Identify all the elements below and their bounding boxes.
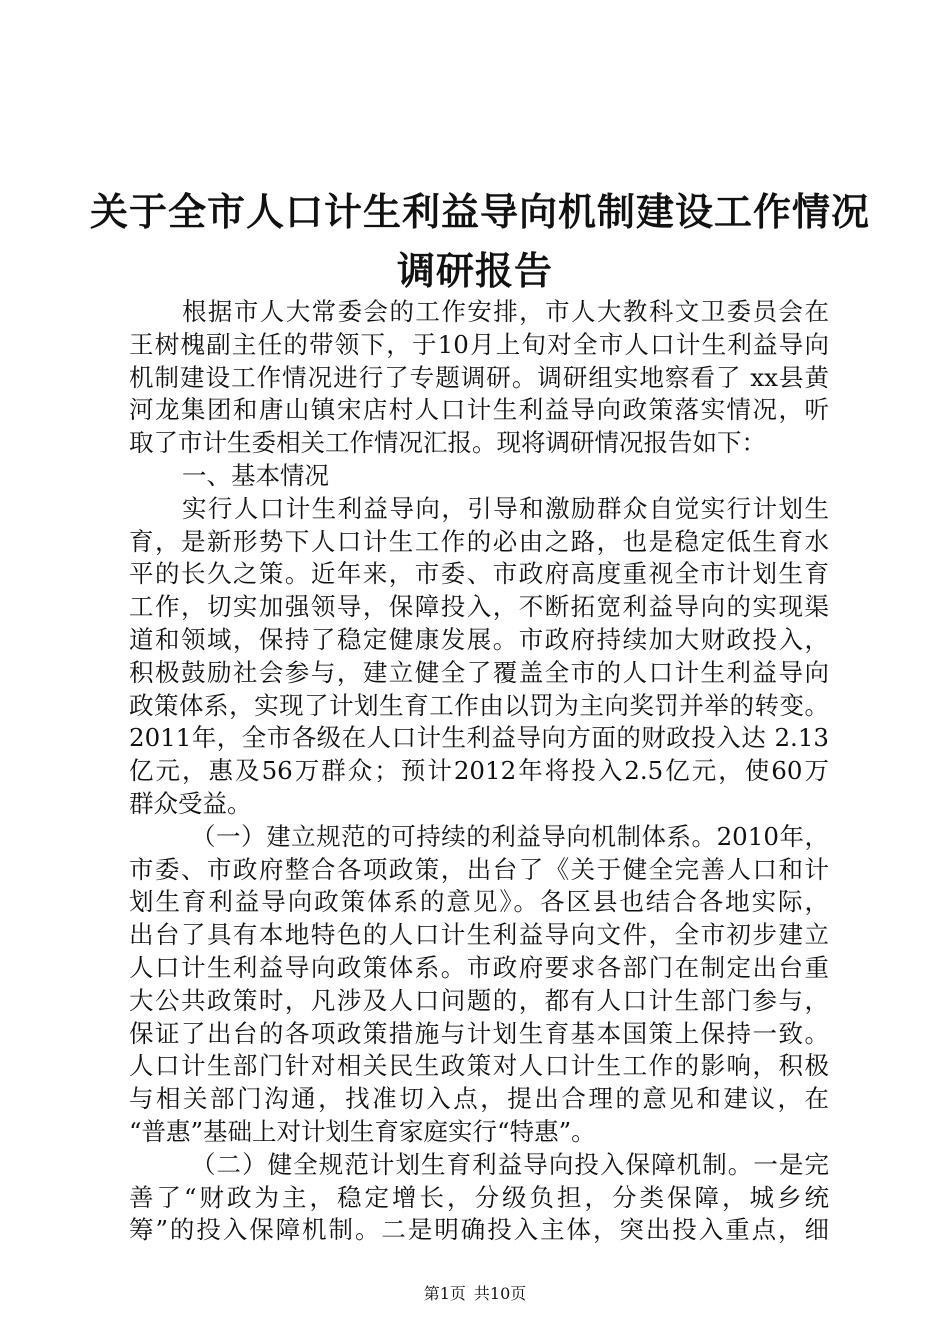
- body-line: 平的长久之策。近年来，市委、市政府高度重视全市计划生育: [129, 559, 829, 589]
- body-line: 实行人口计生利益导向，引导和激励群众自觉实行计划生: [182, 493, 829, 523]
- body-line: （一）建立规范的可持续的利益导向机制体系。2010年，: [191, 821, 829, 851]
- body-line: 工作，切实加强领导，保障投入，不断拓宽利益导向的实现渠: [129, 592, 829, 622]
- body-line: 机制建设工作情况进行了专题调研。调研组实地察看了 xx县黄: [129, 362, 829, 392]
- body-line: 善了“财政为主，稳定增长，分级负担，分类保障，城乡统: [129, 1182, 829, 1212]
- body-line: 根据市人大常委会的工作安排，市人大教科文卫委员会在: [182, 297, 829, 326]
- section-heading: 一、基本情况: [182, 460, 329, 490]
- page-total: 共10页: [473, 1284, 527, 1303]
- document-title-line-1: 关于全市人口计生利益导向机制建设工作情况: [90, 190, 871, 234]
- page-footer: [0, 1284, 950, 1304]
- body-line: 人口计生利益导向政策体系。市政府要求各部门在制定出台重: [129, 952, 829, 982]
- body-line: 王树槐副主任的带领下，于10月上旬对全市人口计生利益导向: [129, 329, 829, 359]
- document-title-line-2: 调研报告: [396, 249, 553, 293]
- body-line: 人口计生部门针对相关民生政策对人口计生工作的影响，积极: [129, 1051, 829, 1081]
- body-line: 保证了出台的各项政策措施与计划生育基本国策上保持一致。: [129, 1018, 829, 1048]
- body-line: 大公共政策时，凡涉及人口问题的，都有人口计生部门参与，: [129, 985, 829, 1015]
- body-line: 出台了具有本地特色的人口计生利益导向文件，全市初步建立: [129, 920, 829, 950]
- body-line: 积极鼓励社会参与，建立健全了覆盖全市的人口计生利益导向: [129, 657, 829, 687]
- body-line: 政策体系，实现了计划生育工作由以罚为主向奖罚并举的转变。: [129, 690, 829, 720]
- body-line: 道和领域，保持了稳定健康发展。市政府持续加大财政投入，: [129, 624, 829, 654]
- body-line: 取了市计生委相关工作情况汇报。现将调研情况报告如下：: [129, 428, 766, 458]
- body-line: （二）健全规范计划生育利益导向投入保障机制。一是完: [191, 1149, 829, 1179]
- body-line: “普惠”基础上对计划生育家庭实行“特惠”。: [129, 1116, 596, 1146]
- body-line: 筹”的投入保障机制。二是明确投入主体，突出投入重点，细: [129, 1215, 829, 1245]
- body-line: 与相关部门沟通，找准切入点，提出合理的意见和建议，在: [129, 1084, 829, 1114]
- body-line: 育，是新形势下人口计生工作的必由之路，也是稳定低生育水: [129, 526, 829, 556]
- body-line: 群众受益。: [129, 788, 252, 818]
- document-body: [129, 296, 829, 1247]
- body-line: 河龙集团和唐山镇宋店村人口计生利益导向政策落实情况，听: [129, 395, 829, 425]
- body-line: 亿元，惠及56万群众；预计2012年将投入2.5亿元，使60万: [129, 756, 829, 786]
- page-number: 第1页: [423, 1284, 466, 1303]
- body-line: 2011年，全市各级在人口计生利益导向方面的财政投入达 2.13: [129, 723, 829, 753]
- body-line: 划生育利益导向政策体系的意见》。各区县也结合各地实际，: [129, 887, 829, 917]
- body-line: 市委、市政府整合各项政策，出台了《关于健全完善人口和计: [129, 854, 829, 884]
